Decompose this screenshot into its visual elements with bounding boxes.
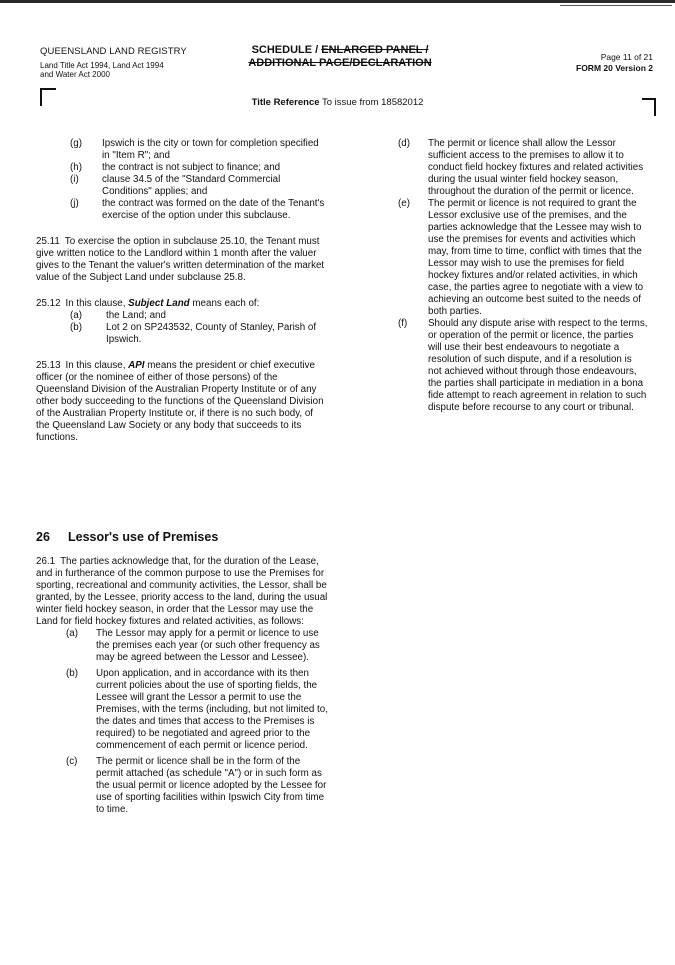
defined-term: API bbox=[128, 360, 145, 371]
clause-number: 26.1 bbox=[36, 556, 56, 567]
schedule-struck: ENLARGED PANEL / bbox=[321, 44, 429, 56]
subclause-list bbox=[36, 628, 328, 816]
clause-number: 25.13 bbox=[36, 360, 61, 371]
acts-line-1: Land Title Act 1994, Land Act 1994 bbox=[40, 61, 164, 70]
list-item: (a) the Land; and bbox=[70, 310, 166, 321]
list-item: (a) The Lessor may apply for a permit or licence to use the premises each year (or such other frequency as may be agreed between the Lessor and Lessee). bbox=[66, 628, 320, 663]
clause-number: 25.12 bbox=[36, 298, 61, 309]
clause-text: The parties acknowledge that, for the duration of the Lease, and in furtherance of the common purpose to use the Premises for sporting, recreational and community activities, the Lessor, shall be granted, by the Lessee, priority access to the land, during the usual winter field hockey season, in order that the Lessor may use the Land for field hockey fixtures and related activities, as follows: bbox=[36, 556, 328, 627]
form-version: FORM 20 Version 2 bbox=[576, 63, 653, 73]
title-ref-label: Title Reference bbox=[251, 97, 320, 108]
list-item: (i) clause 34.5 of the "Standard Commercial Conditions" applies; and bbox=[70, 174, 281, 197]
subclause-list-g-j bbox=[36, 138, 328, 222]
clause-26-1 bbox=[36, 556, 328, 816]
list-item: (e) The permit or licence is not required to grant the Lessor exclusive use of the premises, and the parties acknowledge that the Lessee may wish to use the premises for events and activities which may, from time to time, conflict with times that the Lessor may wish to use the premises for field hockey fixtures and/or related activities, in which case, the parties agree to negotiate with a view to achieving an outcome best suited to the needs of both parties. bbox=[398, 198, 644, 317]
list-item: (c) The permit or licence shall be in the form of the permit attached (as schedule "A") or in such form as the usual permit or licence adopted by the Lessee for use of sporting facilities within Ipswich City from time to time. bbox=[66, 756, 327, 815]
list-item: (g) Ipswich is the city or town for completion specified in "Item R"; and bbox=[70, 138, 319, 161]
title-ref-value: To issue from 18582012 bbox=[322, 97, 424, 108]
top-rule-short bbox=[560, 5, 672, 6]
clause-text: To exercise the option in subclause 25.10, the Tenant must give written notice to the Landlord within 1 month after the valuer gives to the Tenant the valuer's written determination of the market value of the Subject Land under subclause 25.8. bbox=[36, 236, 325, 283]
schedule-struck-line2: ADDITIONAL PAGE/DECLARATION bbox=[248, 57, 432, 69]
page-number: Page 11 of 21 bbox=[600, 52, 653, 62]
header-left bbox=[40, 46, 187, 79]
right-column bbox=[398, 138, 648, 414]
list-item: (d) The permit or licence shall allow the Lessor sufficient access to the premises to allow it to conduct field hockey fixtures and related activities during the usual winter field hockey season, throughout the duration of the permit or licence. bbox=[398, 138, 644, 197]
title-reference bbox=[0, 97, 675, 108]
subclause-list bbox=[36, 310, 328, 346]
clause-25-12: 25.12 In this clause, Subject Land means each of: (a) the Land; and (b) Lot 2 on SP243532, County of Stanley, Parish of Ipswich. bbox=[36, 298, 328, 346]
acts-line-2: and Water Act 2000 bbox=[40, 70, 110, 79]
registry-name: QUEENSLAND LAND REGISTRY bbox=[40, 46, 187, 57]
top-rule bbox=[0, 0, 675, 3]
clause-number: 25.11 bbox=[36, 236, 60, 247]
clause-25-11 bbox=[36, 236, 328, 284]
list-item: (b) Upon application, and in accordance with its then current policies about the use of sporting fields, the Lessee will grant the Lessor a permit to use the Premises, with the terms (including, but not limited to, the dates and times that access to the Premises is required) to be negotiated and agreed prior to the commencement of each permit or licence period. bbox=[66, 668, 328, 751]
schedule-label: SCHEDULE / bbox=[251, 44, 322, 56]
header-schedule bbox=[230, 44, 450, 70]
clause-25-13: 25.13 In this clause, API means the president or chief executive officer (or the nominee of either of those persons) of the Queensland Division of the Australian Property Institute or of any other body succeeding to the functions of the Queensland Division of the Australian Property Institute or, if there is no such body, of the Queensland Law Society or any body that succeeds to its functions. bbox=[36, 360, 324, 443]
list-item: (f) Should any dispute arise with respect to the terms, or operation of the permit or licence, the parties will use their best endeavours to negotiate a resolution of such dispute, and if a resolution is not achieved without through those endeavours, the parties shall participate in mediation in a bona fide attempt to reach agreement in relation to such dispute before recourse to any court or tribunal. bbox=[398, 318, 648, 413]
left-column bbox=[36, 138, 328, 444]
list-item: (j) the contract was formed on the date of the Tenant's exercise of the option under this subclause. bbox=[70, 198, 325, 221]
defined-term: Subject Land bbox=[128, 298, 190, 309]
list-item: (h) the contract is not subject to finance; and bbox=[70, 162, 281, 173]
section-heading-26 bbox=[36, 530, 218, 544]
section-title: Lessor's use of Premises bbox=[68, 530, 219, 544]
section-number: 26 bbox=[36, 530, 50, 544]
list-item: (b) Lot 2 on SP243532, County of Stanley, Parish of Ipswich. bbox=[70, 322, 317, 345]
header-right bbox=[576, 52, 653, 74]
